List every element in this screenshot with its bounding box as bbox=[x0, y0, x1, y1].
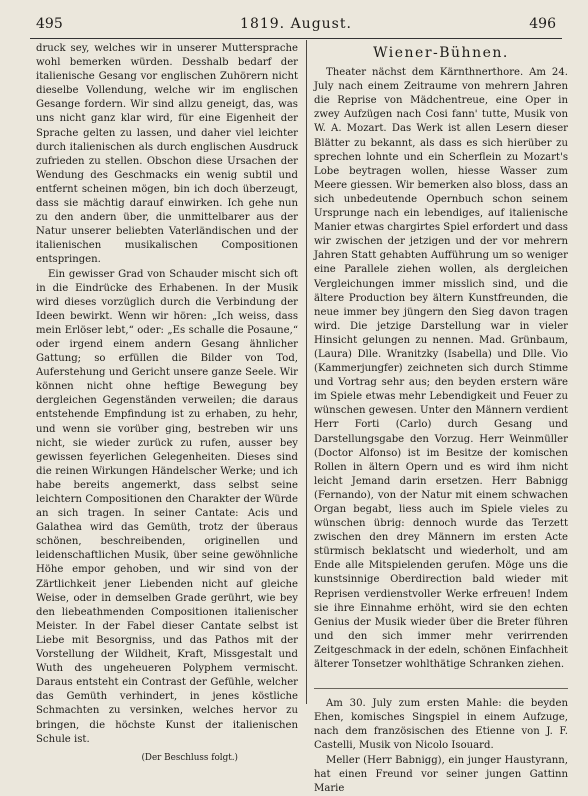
paragraph-meller: Meller (Herr Babnigg), ein junger Haustyrann, hat einen Freund vor seiner jungen Gattinn Marie bbox=[314, 754, 568, 794]
running-title: 1819. August. bbox=[240, 16, 352, 32]
paragraph-beyden-ehen: Am 30. July zum ersten Mahle: die beyden Ehen, komisches Singspiel in einem Aufzuge, nach dem französischen des Etienne von J. F. Castelli, Musik von Nicolo Isouard. bbox=[314, 698, 568, 752]
page-number-right: 496 bbox=[529, 16, 556, 32]
column-divider bbox=[306, 40, 307, 704]
section-title: Wiener-Bühnen. bbox=[373, 45, 509, 61]
running-header bbox=[30, 16, 562, 39]
left-column bbox=[36, 42, 298, 765]
paragraph-continuation: druck sey, welches wir in unserer Muttersprache wohl bemerken würden. Desshalb bedarf der italienische Gesang vor englischen Zuhörern nicht dieselbe Vollendung, welche wir im englischen Gesange fordern. Wir sind allzu geneigt, das, was uns nicht ganz klar wird, für eine Eigenheit der Sprache gelten zu lassen, und daher viel leichter durch italienischen als durch englischen Ausdruck zufrieden zu stellen. Obschon diese Ursachen der Wendung des Geschmacks ein wenig subtil und entfernt scheinen mögen, bin ich doch überzeugt, dass sie mächtig darauf einwirken. Ich gehe nun zu den andern über, die unmittelbarer aus der Natur unserer beliebten Vaterländischen und der italienischen musikalischen Compositionen entspringen. bbox=[36, 43, 298, 266]
right-column bbox=[314, 42, 568, 796]
paragraph-maedchentreue: Theater nächst dem Kärnthnerthore. Am 24. July nach einem Zeitraume von mehrern Jahren die Reprise von Mädchentreue, eine Oper in zwey Aufzügen nach Cosi fann' tutte, Musik von W. A. Mozart. Das Werk ist allen Lesern dieser Blätter zu bekannt, als dass es sich hierüber zu sprechen lohnte und ein Scherflein zu Mozart's Lobe beytragen wollen, hiesse Wasser zum Meere giessen. Wir bemerken also bloss, dass an sich unbedeutende Opernbuch schon seinem Ursprunge nach ein lebendiges, auf italienische Manier etwas chargirtes Spiel erfordert und dass wir zwischen der jetzigen und der vor mehrern Jahren Statt gehabten Aufführung um so weniger eine Parallele ziehen wollen, als dergleichen Vergleichungen immer misslich sind, und die ältere Production bey ältern Kunstfreunden, die neue immer bey jüngern den Sieg davon tragen wird. Die jetzige Darstellung war in vieler Hinsicht gelungen zu nennen. Mad. Grünbaum, (Laura) Dlle. Wranitzky (Isabella) und Dlle. Vio (Kammerjungfer) zeichneten sich durch Stimme und Vortrag sehr aus; den beyden erstern wäre im Spiele etwas mehr Lebendigkeit und Feuer zu wünschen gewesen. Unter den Männern verdient Herr Forti (Carlo) durch Gesang und Darstellungsgabe den Vorzug. Herr Weinmüller (Doctor Alfonso) ist im Besitze der komischen Rollen in ältern Opern und es wird ihm nicht leicht Jemand darin ersetzen. Herr Babnigg (Fernando), von der Natur mit einem schwachen Organ begabt, liess auch im Spiele vieles zu wünschen übrig: dennoch wurde das Terzett zwischen den drey Männern im ersten Acte stürmisch beklatscht und wiederholt, und am Ende alle Mitspielenden gerufen. Möge uns die kunstsinnige Oberdirection bald wieder mit Reprisen verdienstvoller Werke erfreuen! Indem sie ihre Einnahme erhöht, wird sie den echten Genius der Musik wieder über die Breter führen und den sich immer mehr verirrenden Zeitgeschmack in der edeln, schönen Einfachheit älterer Tonsetzer wohlthätige Schranken ziehen. bbox=[314, 67, 568, 671]
continued-note: (Der Beschluss folgt.) bbox=[141, 752, 238, 763]
paragraph-separator bbox=[314, 678, 568, 689]
page-number-left: 495 bbox=[36, 16, 63, 32]
paragraph-schauder: Ein gewisser Grad von Schauder mischt sich oft in die Eindrücke des Erhabenen. In der Musik wird dieses vorzüglich durch die Verbindung der Ideen bewirkt. Wenn wir hören: „Ich weiss, dass mein Erlöser lebt,“ oder: „Es schalle die Posaune,“ oder irgend einem andern Gesang ähnlicher Gattung; so erfüllen die Bilder von Tod, Auferstehung und Gericht unsere ganze Seele. Wir können nicht ohne heftige Bewegung bey dergleichen Gegenständen verweilen; die daraus entstehende Empfindung ist zu erhaben, zu hehr, und wenn sie vorüber ging, bestreben wir uns nicht, sie wieder zurück zu rufen, ausser bey gewissen feyerlichen Gelegenheiten. Dieses sind die reinen Wirkungen Händelscher Werke; und ich habe bereits angemerkt, dass selbst seine leichtern Compositionen den Charakter der Würde an sich tragen. In seiner Cantate: Acis und Galathea wird das Gemüth, trotz der überaus schönen, beschreibenden, originellen und leidenschaftlichen Musik, über seine gewöhnliche Höhe empor gehoben, und wir sind von der Zärtlichkeit jener Liebenden nicht auf gleiche Weise, oder in demselben Grade gerührt, wie bey den liebeathmenden Compositionen italienischer Meister. In der Fabel dieser Cantate selbst ist Liebe mit Besorgniss, und das Pathos mit der Vorstellung der Wildheit, Kraft, Missgestalt und Wuth des ungeheueren Polyphem vermischt. Daraus entsteht ein Contrast der Gefühle, welcher das Gemüth verhindert, in jenes köstliche Schmachten zu versinken, welches hervor zu bringen, die höchste Kunst der italienischen Schule ist. bbox=[36, 268, 298, 745]
